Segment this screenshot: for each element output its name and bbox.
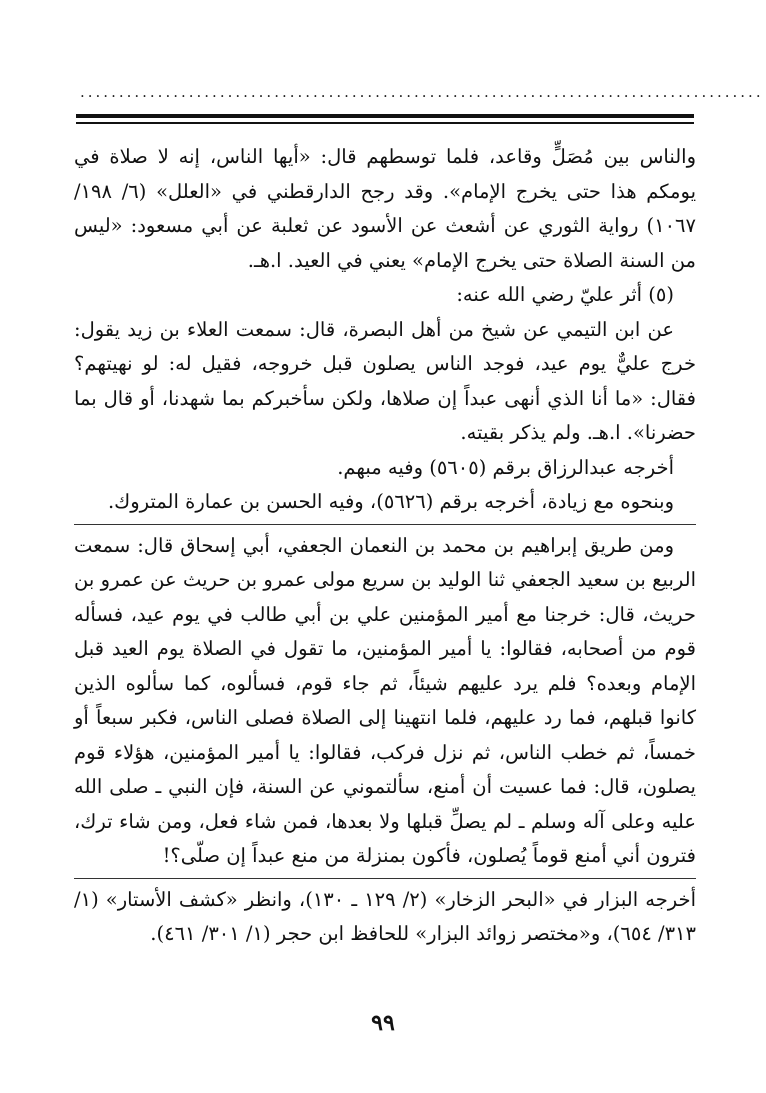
paragraph-continuation: والناس بين مُصَلٍّ وقاعد، فلما توسطهم قال: «أيها الناس، إنه لا صلاة في يومكم هذا حتى يخرج الإمام». وقد رجح الدارقطني في «العلل» (٦/ ١٩٨/ ١٠٦٧) رواية الثوري عن أشعث عن الأسود عن ثعلبة عن أبي مسعود: «ليس من السنة الصلاة حتى يخرج الإمام» يعني في العيد. ا.هـ. — [74, 145, 696, 272]
paragraph-source-1: أخرجه عبدالرزاق برقم (٥٦٠٥) وفيه مبهم. — [337, 455, 674, 479]
section-divider — [74, 524, 696, 525]
page-body — [74, 140, 696, 952]
header-rule-thin — [76, 122, 694, 124]
section-heading: (٥) أثر عليّ رضي الله عنه: — [456, 283, 674, 306]
paragraph-source-2: وبنحوه مع زيادة، أخرجه برقم (٥٦٢٦)، وفيه الحسن بن عمارة المتروك. — [107, 490, 674, 513]
paragraph-narration: عن ابن التيمي عن شيخ من أهل البصرة، قال: سمعت العلاء بن زيد يقول: خرج عليٌّ يوم عيد، فوجد الناس يصلون قبل خروجه، فقيل له: لو نهيتهم؟ فقال: «ما أنا الذي أنهى عبداً إن صلاها، ولكن سأخبركم بما شهدنا، أو قال بما حضرنا». ا.هـ. ولم يذكر بقيته. — [74, 317, 696, 444]
paragraph-citation: أخرجه البزار في «البحر الزخار» (٢/ ١٢٩ ـ ١٣٠)، وانظر «كشف الأستار» (١/ ٣١٣/ ٦٥٤)، و«مختصر زوائد البزار» للحافظ ابن حجر (١/ ٣٠١/ ٤٦١). — [74, 887, 696, 945]
page-number: ٩٩ — [371, 1010, 395, 1036]
header-dotted-line: ........................................................................................ — [80, 83, 764, 101]
section-divider — [74, 878, 696, 879]
header-rule-thick — [76, 114, 694, 118]
paragraph-long-narration: ومن طريق إبراهيم بن محمد بن النعمان الجعفي، أبي إسحاق قال: سمعت الربيع بن سعيد الجعفي ثنا الوليد بن سريع مولى عمرو بن حريث عن عمرو بن حريث، قال: خرجنا مع أمير المؤمنين علي بن أبي طالب في يوم عيد، فسأله قوم من أصحابه، فقالوا: يا أمير المؤمنين، ما تقول في الصلاة يوم العيد قبل الإمام وبعده؟ فلم يرد عليهم شيئاً، ثم جاء قوم، فسألوه، كما سألوه الذين كانوا قبلهم، فما رد عليهم، فلما انتهينا إلى الصلاة فصلى الناس، فكبر سبعاً أو خمساً، ثم خطب الناس، ثم نزل فركب، فقالوا: يا أمير المؤمنين، هؤلاء قوم يصلون، قال: فما عسيت أن أمنع، سألتموني عن السنة، فإن النبي ـ صلى الله عليه وعلى آله وسلم ـ لم يصلِّ قبلها ولا بعدها، فمن شاء فعل، ومن شاء ترك، فترون أني أمنع قوماً يُصلون، فأكون بمنزلة من منع عبداً إن صلّى؟! — [74, 533, 696, 867]
